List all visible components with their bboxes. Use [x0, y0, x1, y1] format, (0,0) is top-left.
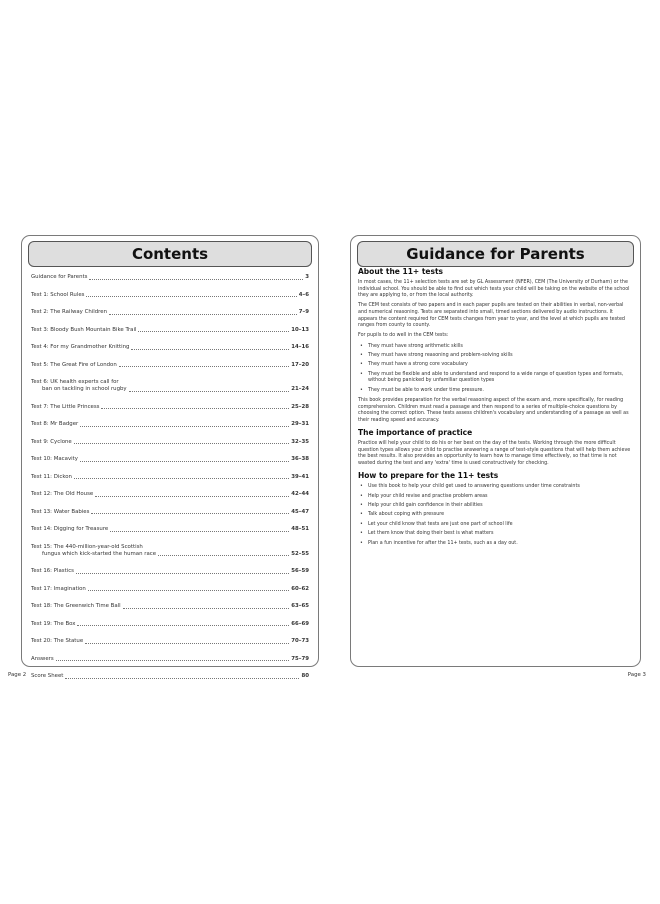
toc-entry-label: Test 20: The Statue [31, 638, 84, 644]
leader-dots [74, 478, 289, 479]
practice-heading: The importance of practice [358, 428, 473, 438]
toc-entry-page: 80 [301, 673, 309, 679]
list-item: • They must have a strong core vocabulary [358, 362, 633, 369]
toc-entry-page: 56–59 [291, 568, 309, 574]
leader-dots [110, 531, 289, 532]
leader-dots [129, 391, 290, 392]
list-item: • They must be flexible and able to understand and respond to a wide range of question types and formats, without being panicked by unfamiliar question types [358, 372, 633, 385]
guidance-body [358, 267, 633, 551]
toc-entry-label: Test 13: Water Babies [31, 508, 90, 515]
leader-dots [88, 590, 289, 591]
toc-entry [31, 509, 309, 516]
toc-entry-label: Test 4: For my Grandmother Knitting [31, 344, 130, 350]
toc-entry-page: 52–55 [291, 550, 309, 557]
leader-dots [119, 366, 290, 367]
leader-dots [101, 408, 289, 409]
toc-entry [31, 292, 309, 299]
toc-entry-page: 70–73 [291, 638, 309, 644]
leader-dots [158, 555, 289, 556]
list-item: • They must be able to work under time pressure. [358, 388, 633, 395]
toc-entry [31, 379, 309, 393]
toc-entry-label: Test 7: The Little Princess [31, 403, 100, 410]
toc-entry [31, 439, 309, 446]
toc-entry [31, 491, 309, 498]
practice-paragraph: Practice will help your child to do his or her best on the day of the tests. Working through the more difficult question types allows your child to practise answering a range of test-style questions that will help them achieve the best results. It also provides an opportunity to learn how to manage time effectively, so that time is not wasted during the test and any 'extra' time is used constructively for checking. [358, 441, 631, 467]
toc-entry-label: ban on tackling in school rugby [42, 386, 127, 392]
list-item: • Talk about coping with pressure [358, 512, 633, 519]
toc-entry-page: 75–79 [291, 655, 309, 662]
toc-entry-page: 32–35 [291, 438, 309, 445]
contents-title: Contents [28, 241, 312, 267]
about-heading: About the 11+ tests [358, 267, 444, 276]
cem-skills-list [358, 344, 633, 395]
toc-entry [31, 656, 309, 663]
list-item: • They must have strong arithmetic skills [358, 344, 633, 351]
page-number-right: Page 3 [627, 672, 646, 678]
toc-entry [31, 404, 309, 411]
about-paragraph-4: This book provides preparation for the verbal reasoning aspect of the exam and, more specifically, for reading comprehension. Children must read a passage and then respond to a series of multiple-choice questions by choosing the correct option. These tests assess children's vocabulary and understanding of a passage as well as their reading speed and accuracy. [358, 398, 629, 424]
toc-entry [31, 568, 309, 575]
toc-entry [31, 673, 309, 680]
toc-entry [31, 544, 309, 558]
leader-dots [89, 279, 303, 280]
toc-entry-label: Answers [31, 655, 54, 662]
toc-entry-page: 42–44 [291, 491, 309, 497]
toc-entry [31, 362, 309, 369]
toc-entry-label: Test 14: Digging for Treasure [31, 526, 109, 532]
leader-dots [86, 296, 296, 297]
toc-entry-label: Test 12: The Old House [31, 491, 94, 497]
toc-entry-page: 36–38 [291, 456, 309, 462]
toc-entry-page: 25–28 [291, 403, 309, 410]
toc-entry-label: Test 19: The Box [31, 620, 76, 627]
toc-entry [31, 638, 309, 645]
toc-entry [31, 586, 309, 593]
leader-dots [56, 660, 290, 661]
toc-entry [31, 274, 309, 281]
list-item: • Let your child know that tests are just one part of school life [358, 522, 633, 529]
toc-entry-page: 63–65 [291, 603, 309, 609]
toc-entry [31, 526, 309, 533]
about-paragraph-3: For pupils to do well in the CEM tests: [358, 333, 449, 339]
contents-panel [21, 235, 319, 679]
toc-entry-page: 48–51 [291, 526, 309, 532]
toc-entry-page: 7–9 [298, 309, 309, 315]
toc-entry [31, 327, 309, 334]
toc-entry-label: Test 9: Cyclone [31, 438, 72, 445]
toc-entry-page: 29–31 [291, 421, 309, 427]
toc-entry [31, 603, 309, 610]
toc-entry [31, 474, 309, 481]
toc-entry [31, 421, 309, 428]
leader-dots [76, 573, 289, 574]
leader-dots [74, 443, 290, 444]
toc-entry-label: Test 10: Macavity [31, 456, 78, 462]
leader-dots [109, 314, 297, 315]
toc-entry-page: 14–16 [291, 344, 309, 350]
toc-entry-label: Test 1: School Rules [31, 291, 85, 298]
leader-dots [80, 426, 289, 427]
toc-entry-label: Test 11: Dickon [31, 473, 72, 480]
list-item: • They must have strong reasoning and problem-solving skills [358, 353, 633, 360]
toc-entry-page: 66–69 [291, 620, 309, 627]
guidance-title: Guidance for Parents [357, 241, 634, 267]
toc-entry [31, 456, 309, 463]
toc-entry [31, 344, 309, 351]
toc-entry-label: Test 15: The 440-million-year-old Scottish [31, 543, 143, 550]
leader-dots [138, 331, 289, 332]
prepare-list [358, 484, 633, 547]
toc-entry-label: Test 5: The Great Fire of London [31, 361, 117, 368]
about-paragraph-2: The CEM test consists of two papers and in each paper pupils are tested on their abilities in verbal, non-verbal and numerical reasoning. Tests are separated into small, timed sections delivered by audio instructions. It appears the content required for CEM tests changes from year to year, and the level at which pupils are tested ranges from county to county. [358, 303, 625, 329]
list-item: • Use this book to help your child get used to answering questions under time constraints [358, 484, 633, 491]
toc-entry-page: 39–41 [291, 473, 309, 480]
contents-list [31, 274, 309, 680]
page-number-left: Page 2 [8, 672, 27, 678]
guidance-panel [350, 235, 641, 667]
leader-dots [123, 608, 290, 609]
toc-entry [31, 621, 309, 628]
about-paragraph-1: In most cases, the 11+ selection tests are set by GL Assessment (NFER), CEM (The University of Durham) or the individual school. You should be able to find out which tests your child will be taking on the website of the school they are applying to, or from the local authority. [358, 280, 630, 299]
toc-entry-label: Test 2: The Railway Children [31, 309, 107, 315]
toc-entry-page: 10–13 [291, 326, 309, 333]
leader-dots [85, 643, 289, 644]
leader-dots [95, 496, 289, 497]
toc-entry-page: 17–20 [291, 361, 309, 368]
toc-entry-page: 21–24 [291, 386, 309, 392]
toc-entry-label: Test 8: Mr Badger [31, 421, 79, 427]
prepare-heading: How to prepare for the 11+ tests [358, 471, 499, 481]
toc-entry-page: 3 [305, 274, 309, 280]
toc-entry-label: Test 3: Bloody Bush Mountain Bike Trail [31, 326, 137, 333]
toc-entry-label: Test 17: Imagination [31, 585, 86, 592]
leader-dots [65, 678, 299, 679]
leader-dots [131, 349, 289, 350]
leader-dots [77, 625, 289, 626]
toc-entry-label: Score Sheet [31, 673, 64, 679]
toc-entry-page: 45–47 [291, 508, 309, 515]
list-item: • Plan a fun incentive for after the 11+ tests, such as a day out. [358, 541, 633, 548]
toc-entry-label: Test 16: Plastics [31, 568, 74, 574]
toc-entry-label: Test 18: The Greenwich Time Ball [31, 603, 121, 609]
toc-entry-page: 4–6 [298, 291, 309, 298]
toc-entry [31, 309, 309, 316]
leader-dots [91, 513, 289, 514]
toc-entry-page: 60–62 [291, 585, 309, 592]
toc-entry-label: Guidance for Parents [31, 274, 88, 280]
list-item: • Help your child gain confidence in their abilities [358, 503, 633, 510]
leader-dots [80, 461, 289, 462]
list-item: • Help your child revise and practise problem areas [358, 494, 633, 501]
toc-entry-label: Test 6: UK health experts call for [31, 379, 119, 385]
toc-entry-label: fungus which kick-started the human race [42, 550, 157, 557]
list-item: • Let them know that doing their best is what matters [358, 531, 633, 538]
